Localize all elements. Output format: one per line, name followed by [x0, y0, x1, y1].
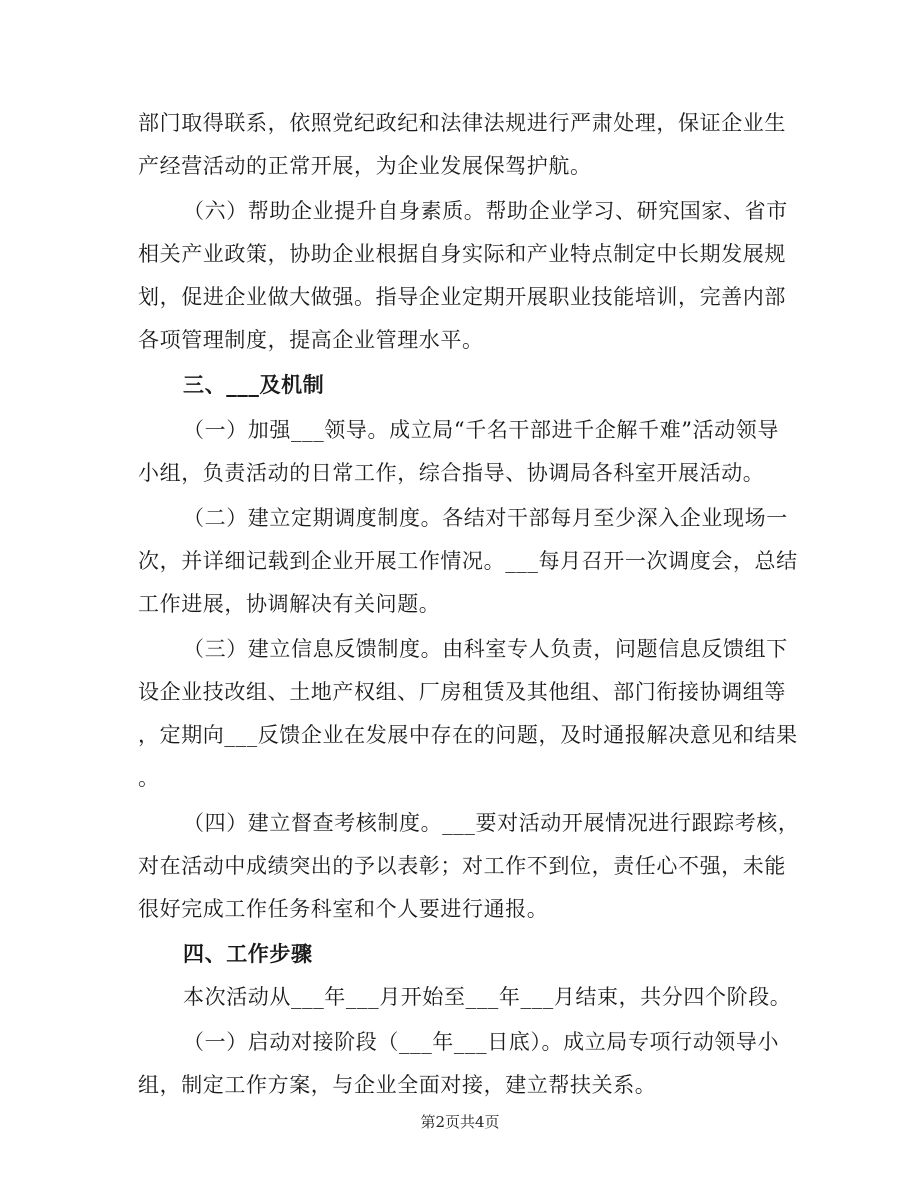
paragraph-start: （四）建立督查考核制度。___要对活动开展情况进行跟踪考核，: [183, 811, 800, 835]
paragraph-start: （六）帮助企业提升自身素质。帮助企业学习、研究国家、省市: [183, 199, 788, 223]
paragraph-start: （一）加强___领导。成立局“千名干部进千企解千难”活动领导: [183, 418, 779, 442]
section-heading: 三、___及机制: [183, 372, 325, 397]
text-line: 小组，负责活动的日常工作，综合指导、协调局各科室开展活动。: [138, 461, 765, 485]
text-line: 设企业技改组、土地产权组、厂房租赁及其他组、部门衔接协调组等: [138, 680, 786, 704]
paragraph-start: （一）启动对接阶段（___年___日底）。成立局专项行动领导小: [183, 1030, 780, 1054]
text-line: 部门取得联系，依照党纪政纪和法律法规进行严肃处理，保证企业生: [138, 111, 786, 135]
page-number: 第2页共4页: [420, 1113, 500, 1131]
text-line: 工作进展，协调解决有关问题。: [138, 592, 441, 616]
text-line: 很好完成工作任务科室和个人要进行通报。: [138, 897, 549, 921]
text-line: 。: [138, 766, 160, 790]
text-line: 划，促进企业做大做强。指导企业定期开展职业技能培训，完善内部: [138, 285, 786, 309]
section-heading: 四、工作步骤: [183, 941, 313, 966]
text-line: 相关产业政策，协助企业根据自身实际和产业特点制定中长期发展规: [138, 242, 786, 266]
paragraph-start: 本次活动从___年___月开始至___年___月结束，共分四个阶段。: [183, 985, 792, 1009]
paragraph-start: （三）建立信息反馈制度。由科室专人负责，问题信息反馈组下: [183, 637, 788, 661]
text-line: 对在活动中成绩突出的予以表彰；对工作不到位，责任心不强，未能: [138, 854, 786, 878]
text-line: 组，制定工作方案，与企业全面对接，建立帮扶关系。: [138, 1073, 657, 1097]
text-line: 各项管理制度，提高企业管理水平。: [138, 328, 484, 352]
text-line: 次，并详细记载到企业开展工作情况。___每月召开一次调度会，总结: [138, 549, 798, 573]
text-line: ，定期向___反馈企业在发展中存在的问题，及时通报解决意见和结果: [138, 723, 798, 747]
text-line: 产经营活动的正常开展，为企业发展保驾护航。: [138, 154, 592, 178]
paragraph-start: （二）建立定期调度制度。各结对干部每月至少深入企业现场一: [183, 506, 788, 530]
